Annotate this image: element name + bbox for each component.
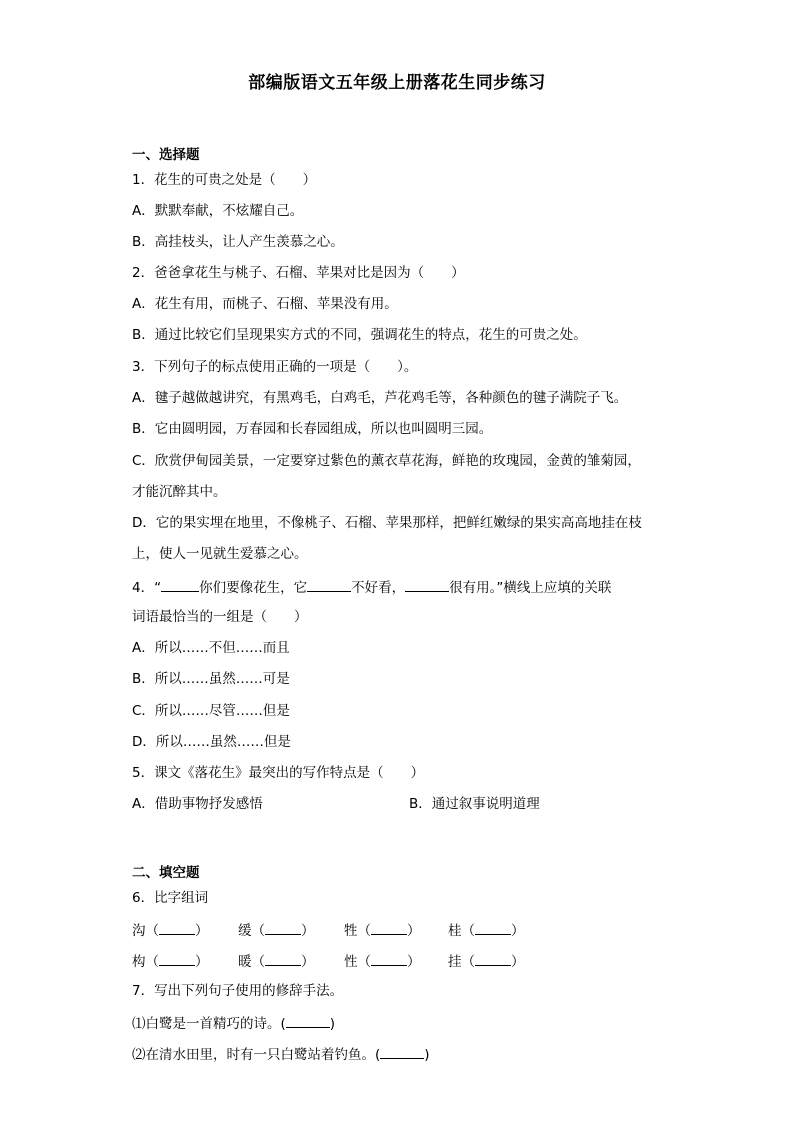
question-4-line1 — [132, 577, 611, 597]
q4-option-a: A．所以……不但……而且 — [132, 640, 290, 656]
q4-part1: 你们要像花生，它 — [199, 580, 308, 596]
q5-option-b: B．通过叙事说明道理 — [409, 796, 540, 812]
word-blank[interactable] — [265, 951, 301, 966]
char-cell: 缓 — [238, 923, 252, 939]
q4-blank-3[interactable] — [405, 577, 449, 592]
q7-item-1-text: ⑴白鹭是一首精巧的诗。 — [132, 1016, 281, 1032]
question-7: 7．写出下列句子使用的修辞手法。 — [132, 983, 344, 999]
q3-option-c-line2: 才能沉醉其中。 — [132, 484, 227, 500]
question-6: 6．比字组词 — [132, 890, 209, 906]
section-heading-fill: 二、填空题 — [132, 865, 200, 881]
question-1: 1．花生的可贵之处是（ ） — [132, 172, 317, 188]
q4-blank-1[interactable] — [161, 577, 199, 592]
q7-item-2-text: ⑵在清水田里，时有一只白鹭站着钓鱼。 — [132, 1047, 375, 1063]
word-row-1: 沟（ ） 缓（ ） 牲（ ） 桂（ ） — [132, 920, 552, 938]
q3-option-b: B．它由圆明园，万春园和长春园组成，所以也叫圆明三园。 — [132, 421, 493, 437]
word-blank[interactable] — [371, 920, 407, 935]
char-cell: 性 — [344, 954, 358, 970]
char-cell: 暖 — [238, 954, 252, 970]
q4-part3: 很有用。”横线上应填的关联 — [449, 580, 612, 596]
char-cell: 构 — [132, 954, 146, 970]
q7-item-1: ⑴白鹭是一首精巧的诗。( ) — [132, 1013, 335, 1033]
q2-option-a: A．花生有用，而桃子、石榴、苹果没有用。 — [132, 296, 398, 312]
q4-prefix: 4．“ — [132, 580, 162, 596]
word-blank[interactable] — [475, 951, 511, 966]
question-5: 5．课文《落花生》最突出的写作特点是（ ） — [132, 765, 425, 781]
word-blank[interactable] — [265, 920, 301, 935]
word-blank[interactable] — [159, 951, 195, 966]
question-4-line2: 词语最恰当的一组是（ ） — [132, 609, 308, 625]
question-2: 2．爸爸拿花生与桃子、石榴、苹果对比是因为（ ） — [132, 265, 465, 281]
char-cell: 沟 — [132, 923, 146, 939]
word-row-2: 构（ ） 暖（ ） 性（ ） 挂（ ） — [132, 951, 552, 969]
q3-option-d-line2: 上，使人一见就生爱慕之心。 — [132, 546, 308, 562]
char-cell: 挂 — [448, 954, 462, 970]
section-heading-choice: 一、选择题 — [132, 147, 200, 163]
q1-option-b: B．高挂枝头，让人产生羡慕之心。 — [132, 234, 344, 250]
q7-item-2: ⑵在清水田里，时有一只白鹭站着钓鱼。( ) — [132, 1044, 430, 1064]
char-cell: 桂 — [448, 923, 462, 939]
q2-option-b: B．通过比较它们呈现果实方式的不同，强调花生的特点，花生的可贵之处。 — [132, 327, 587, 343]
q4-option-d: D．所以……虽然……但是 — [132, 734, 291, 750]
q4-option-b: B．所以……虽然……可是 — [132, 671, 290, 687]
question-3: 3．下列句子的标点使用正确的一项是（ ）。 — [132, 359, 418, 375]
q3-option-a: A．毽子越做越讲究，有黑鸡毛，白鸡毛，芦花鸡毛等，各种颜色的毽子满院子飞。 — [132, 390, 628, 406]
q4-blank-2[interactable] — [307, 577, 351, 592]
q4-part2: 不好看， — [351, 580, 406, 596]
q3-option-d-line1: D．它的果实埋在地里，不像桃子、石榴、苹果那样，把鲜红嫩绿的果实高高地挂在枝 — [132, 515, 642, 531]
word-blank[interactable] — [371, 951, 407, 966]
q3-option-c-line1: C．欣赏伊甸园美景，一定要穿过紫色的薰衣草花海，鲜艳的玫瑰园，金黄的雏菊园， — [132, 453, 641, 469]
word-blank[interactable] — [475, 920, 511, 935]
word-blank[interactable] — [159, 920, 195, 935]
q5-option-a: A．借助事物抒发感悟 — [132, 796, 263, 812]
q7-blank-1[interactable] — [286, 1013, 330, 1028]
page-title: 部编版语文五年级上册落花生同步练习 — [248, 73, 546, 93]
q1-option-a: A．默默奉献，不炫耀自己。 — [132, 203, 304, 219]
char-cell: 牲 — [344, 923, 358, 939]
q4-option-c: C．所以……尽管……但是 — [132, 703, 290, 719]
q7-blank-2[interactable] — [380, 1044, 424, 1059]
